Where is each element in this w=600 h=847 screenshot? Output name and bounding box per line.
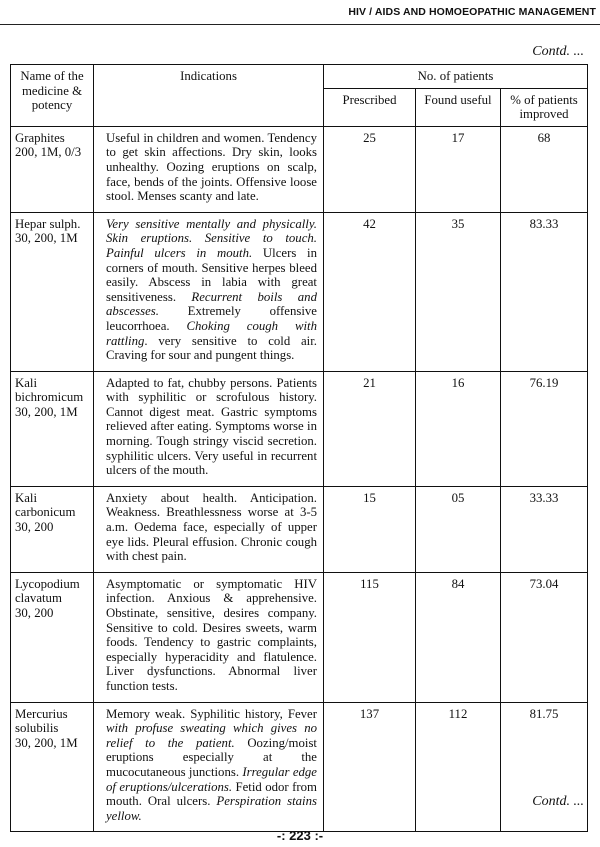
percent-improved: 68 xyxy=(501,126,588,212)
medicine-table xyxy=(10,64,588,832)
medicine-name xyxy=(11,572,94,702)
found-useful-count: 05 xyxy=(416,486,501,572)
percent-improved: 83.33 xyxy=(501,212,588,371)
medicine-name-line: 30, 200 xyxy=(15,606,54,620)
header-medicine: Name of the medicine & potency xyxy=(11,65,94,127)
header-percent-improved: % of patients improved xyxy=(501,88,588,126)
indications-text xyxy=(94,371,324,486)
indication-italic-segment: Recurrent boils and abscesses. xyxy=(106,289,317,319)
indication-segment: Oozing/moist eruptions especially at the mucocutaneous junctions. xyxy=(106,735,317,779)
medicine-name xyxy=(11,126,94,212)
indication-segment: Adapted to fat, chubby persons. Patients with syphilitic or scrofulous history. Cannot digest meat. Gastric symptoms relieved after eating. Symptoms worse in morning. Tough stringy viscid secretion. syphilitic ulcers. Very useful in recurrent ulcers of the mouth. xyxy=(106,375,317,478)
table-row xyxy=(11,212,588,371)
indication-segment: Fetid odor from mouth. Oral ulcers. xyxy=(106,779,317,809)
indication-italic-segment: Choking cough with rattling xyxy=(106,318,317,348)
indication-italic-segment: Irregular edge of eruptions/ulcerations. xyxy=(106,764,317,794)
found-useful-count: 16 xyxy=(416,371,501,486)
prescribed-count: 25 xyxy=(324,126,416,212)
medicine-name xyxy=(11,212,94,371)
indication-segment: Useful in children and women. Tendency to get skin affections. Dry skin, looks unhealthy. Oozing eruptions on scalp, face, bends of the joints. Offensive loose stool. Menses scanty and late. xyxy=(106,130,317,204)
header-no-of-patients: No. of patients xyxy=(324,65,588,89)
medicine-name-line: carbonicum xyxy=(15,505,76,520)
percent-improved: 33.33 xyxy=(501,486,588,572)
medicine-name-line: Graphites xyxy=(15,130,65,145)
found-useful-count: 84 xyxy=(416,572,501,702)
table-row xyxy=(11,702,588,832)
indication-segment: Memory weak. Syphilitic history, Fever xyxy=(106,706,317,721)
prescribed-count: 21 xyxy=(324,371,416,486)
table-row xyxy=(11,486,588,572)
contd-bottom: Contd. ... xyxy=(532,794,584,809)
indications-text xyxy=(94,486,324,572)
table-row xyxy=(11,126,588,212)
indications-text xyxy=(94,702,324,832)
found-useful-count: 35 xyxy=(416,212,501,371)
percent-improved: 81.75 xyxy=(501,702,588,832)
prescribed-count: 15 xyxy=(324,486,416,572)
found-useful-count: 112 xyxy=(416,702,501,832)
header-found-useful: Found useful xyxy=(416,88,501,126)
medicine-name-line: Hepar sulph. xyxy=(15,216,81,231)
indication-segment: Anxiety about health. Anticipation. Weakness. Breathlessness worse at 3-5 a.m. Oedema face, especially of upper eye lids. Pleural effusion. Chronic cough with chest pain. xyxy=(106,490,317,564)
prescribed-count: 137 xyxy=(324,702,416,832)
medicine-name-line: Kali xyxy=(15,375,38,390)
header-rule xyxy=(0,24,600,25)
header-prescribed: Prescribed xyxy=(324,88,416,126)
medicine-name xyxy=(11,371,94,486)
indications-text xyxy=(94,572,324,702)
percent-improved: 73.04 xyxy=(501,572,588,702)
medicine-name-line: 30, 200 xyxy=(15,520,54,535)
medicine-name-line: bichromicum xyxy=(15,390,84,405)
medicine-name-line: solubilis xyxy=(15,721,59,736)
contd-top: Contd. ... xyxy=(532,44,584,59)
medicine-name xyxy=(11,702,94,832)
indication-segment: . very sensitive to cold air. Craving for sour and pungent things. xyxy=(106,333,317,363)
medicine-name-line: clavatum xyxy=(15,591,62,606)
indication-italic-segment: with profuse sweating which gives no relief to the patient. xyxy=(106,721,317,750)
indication-segment: Ulcers in corners of mouth. Sensitive herpes bleed easily. Abscess in labia with great sensitiveness. xyxy=(106,245,317,304)
medicine-name-line: Kali xyxy=(15,490,38,505)
indications-text xyxy=(94,126,324,212)
indication-italic-segment: Perspiration stains yellow. xyxy=(106,794,317,823)
indications-text xyxy=(94,212,324,371)
medicine-name-line: Mercurius xyxy=(15,706,68,721)
prescribed-count: 42 xyxy=(324,212,416,371)
indication-segment: Extremely offensive leucorrhoea. xyxy=(106,304,317,333)
table-row xyxy=(11,371,588,486)
indication-italic-segment: Very sensitive mentally and physically. Skin eruptions. Sensitive to touch. Painful ulcers in mouth. xyxy=(106,216,317,260)
medicine-name-line: 30, 200, 1M xyxy=(15,735,78,750)
medicine-name-line: 200, 1M, 0/3 xyxy=(15,145,82,160)
medicine-name-line: 30, 200, 1M xyxy=(15,231,78,246)
indication-segment: Asymptomatic or symptomatic HIV infection. Anxious & apprehensive. Obstinate, sensitive, desires company. Sensitive to cold. Desires sweets, warm foods. Tendency to gastric complaints, especially hyperacidity and flatulence. Liver dysfunctions. Abnormal liver function tests. xyxy=(106,576,317,693)
table-row xyxy=(11,572,588,702)
header-indications: Indications xyxy=(94,65,324,127)
page-number: -: 223 :- xyxy=(276,828,324,843)
medicine-name-line: Lycopodium xyxy=(15,576,80,591)
medicine-name xyxy=(11,486,94,572)
prescribed-count: 115 xyxy=(324,572,416,702)
medicine-name-line: 30, 200, 1M xyxy=(15,404,78,419)
running-head: HIV / AIDS AND HOMOEOPATHIC MANAGEMENT xyxy=(348,6,596,18)
found-useful-count: 17 xyxy=(416,126,501,212)
percent-improved: 76.19 xyxy=(501,371,588,486)
